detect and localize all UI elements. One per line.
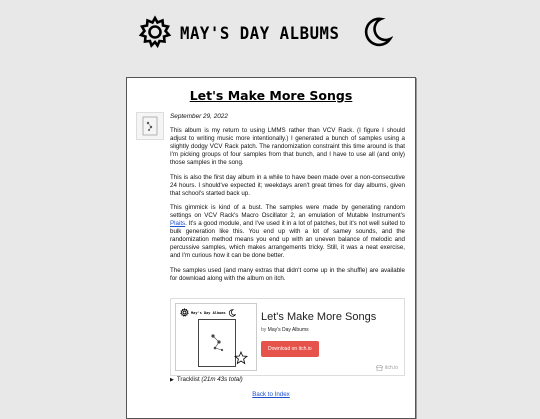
back-to-index: [127, 391, 415, 398]
post-title: Let's Make More Songs: [189, 88, 353, 103]
moon-icon: [361, 16, 393, 52]
gear-icon: [180, 308, 189, 317]
album-cover[interactable]: [175, 303, 257, 371]
cover-logo: [180, 308, 236, 317]
tracklist-total: (21m 43s total): [201, 376, 243, 383]
cover-art-frame: [198, 319, 236, 367]
paragraph-2: This is also the first day album in a while to have been made over a non-consecutive 24 hours. I should've expected it; weekdays aren't great times for day albums, given that school's started back up.: [170, 173, 405, 197]
paragraph-3-end: . It's a good module, and I've used it in a lot of patches, but it's not well suited to bulk generation like this. You end up with a lot of samey sounds, and the randomization method means you end up with an uneven balance of melodic and percussive samples, which makes arrangements tricky. Still, it was a neat exercise, and I'm curious how it can be done better.: [170, 220, 405, 260]
itchio-icon: [376, 365, 383, 371]
site-title: MAY'S DAY ALBUMS: [180, 24, 340, 44]
itch-embed: [170, 298, 405, 376]
post-panel: [126, 77, 416, 419]
back-to-index-link[interactable]: Back to Index: [252, 391, 290, 398]
embed-author[interactable]: May's Day Albums: [267, 327, 309, 333]
post-body: [170, 113, 405, 289]
site-logo[interactable]: [138, 14, 408, 54]
album-thumbnail[interactable]: [136, 112, 164, 140]
disclosure-triangle-icon: ▶: [170, 377, 174, 383]
post-date: September 29, 2022: [170, 113, 228, 120]
itchio-brand-label: itch.io: [384, 365, 398, 371]
embed-byline: [261, 327, 376, 333]
star-badge-icon: [234, 351, 248, 365]
paragraph-3-start: This gimmick is kind of a bust. The samples were made by generating random settings on VCV Rack's Macro Oscillator 2, an emulation of Mutable Instrument's: [170, 203, 405, 219]
cover-site-title: May's Day Albums: [191, 310, 226, 315]
moon-icon: [228, 309, 236, 317]
paragraph-4: The samples used (and many extras that didn't come up in the shuffle) are available for download along with the album on itch.: [170, 266, 405, 282]
tracklist-toggle[interactable]: [170, 376, 243, 383]
embed-by-prefix: by: [261, 327, 267, 333]
gear-icon: [138, 15, 172, 53]
paragraph-1: This album is my return to using LMMS rather than VCV Rack. (I figure I should adjust to writing music more intentionally.) I generated a bunch of samples using a slightly dodgy VCV Rack patch. The randomization constraint this time around is that I'm picking groups of four samples from that bunch, and I have to use all (and only) those samples in the song.: [170, 127, 405, 167]
embed-title[interactable]: Let's Make More Songs: [261, 311, 377, 323]
paragraph-3: [170, 204, 405, 261]
download-button[interactable]: Download on itch.io: [261, 341, 319, 357]
itchio-brand[interactable]: [376, 365, 398, 371]
tracklist-label: Tracklist: [176, 376, 200, 383]
plaits-link[interactable]: Plaits: [170, 220, 186, 228]
embed-info: [261, 311, 376, 357]
